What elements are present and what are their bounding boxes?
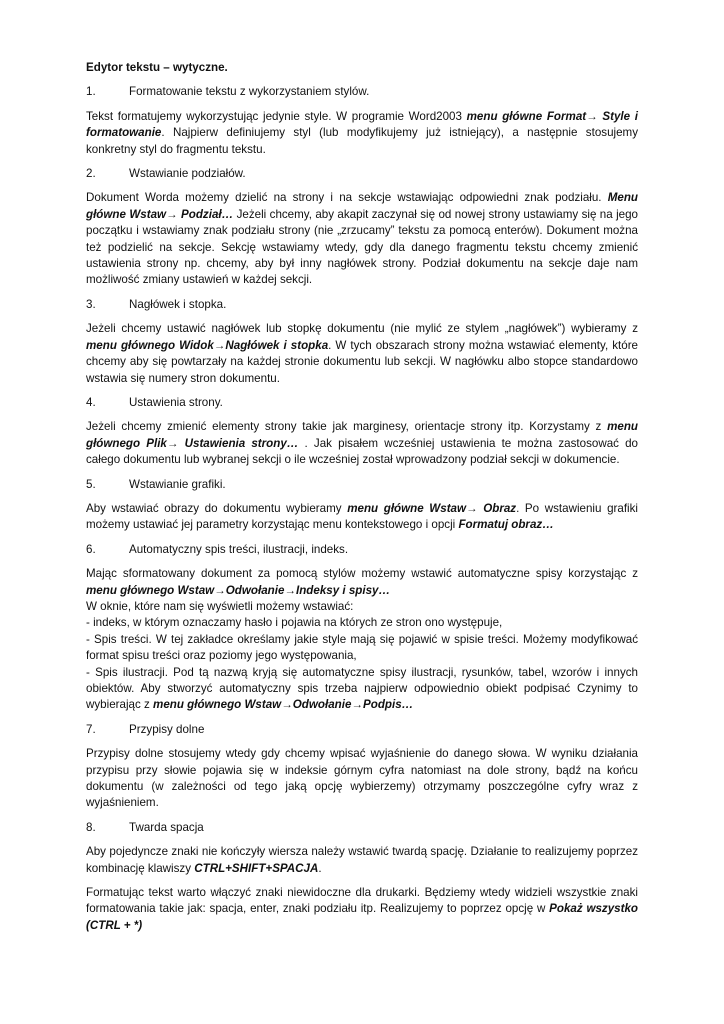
section-number: 8. xyxy=(86,820,96,834)
section-1-paragraph xyxy=(86,109,638,158)
text: Jeżeli chcemy, aby akapit zaczynał się od nowej strony ustawiamy się na jego początku i wstawiamy znak podziału strony (nie „zrzucamy” tekstu za pomocą enterów). Dokument można też podzielić na sekcje. Sekcję wstawiamy wtedy, gdy dla danego fragmentu tekstu chcemy zmienić ustawienia strony np. chcemy, aby był inny nagłówek strony. Podział dokumentu na sekcje daje nam możliwość zmiany ustawień w każdej sekcji. xyxy=(86,207,638,287)
section-title: Wstawianie grafiki. xyxy=(129,477,226,491)
text: Jeżeli chcemy ustawić nagłówek lub stopkę dokumentu (nie mylić ze stylem „nagłówek”) wybieramy z xyxy=(86,322,638,336)
menu-path: menu głównego Wstaw→Odwołanie→Podpis… xyxy=(153,698,414,712)
section-number: 5. xyxy=(86,477,96,491)
section-2-paragraph xyxy=(86,190,638,288)
text: Mając sformatowany dokument za pomocą stylów możemy wstawić automatyczne spisy korzystając z xyxy=(86,567,638,581)
section-number: 1. xyxy=(86,85,96,99)
section-number: 3. xyxy=(86,297,96,311)
section-5-paragraph xyxy=(86,501,638,534)
text: . xyxy=(318,861,322,875)
text: . Jak pisałem wcześniej ustawienia te można zastosować do całego dokumentu lub wybranej sekcji o ile wcześniej został wprowadzony podział sekcji w dokumencie. xyxy=(86,436,638,467)
text: . Po wstawieniu grafiki możemy ustawiać jej parametry korzystając menu kontekstowego i opcji xyxy=(86,501,638,532)
menu-option: Pokaż wszystko (CTRL + *) xyxy=(86,902,638,932)
section-number: 4. xyxy=(86,395,96,409)
section-4-heading xyxy=(86,395,638,411)
section-8-heading xyxy=(86,820,638,836)
section-8-paragraph-2 xyxy=(86,885,638,934)
section-8-paragraph xyxy=(86,844,638,877)
menu-path: menu głównego Wstaw→Odwołanie→Indeksy i spisy… xyxy=(86,583,391,597)
section-number: 7. xyxy=(86,722,96,736)
section-title: Twarda spacja xyxy=(129,820,204,834)
menu-path: menu głównego Widok→Nagłówek i stopka xyxy=(86,338,329,352)
section-6-heading xyxy=(86,542,638,558)
text: - Spis ilustracji. Pod tą nazwą kryją się automatyczne spisy ilustracji, rysunków, tabel, wzorów i innych obiektów. Aby stworzyć automatyczny spis trzeba najpierw odpowiednio obiekt podpisać Czynimy to wybierając z xyxy=(86,665,638,712)
section-1-heading xyxy=(86,84,638,100)
text: Dokument Worda możemy dzielić na strony i na sekcje wstawiając odpowiedni znak podziału. xyxy=(86,191,608,205)
section-3-heading xyxy=(86,297,638,313)
list-item xyxy=(86,665,638,714)
section-title: Automatyczny spis treści, ilustracji, indeks. xyxy=(129,542,349,556)
list-item: - indeks, w którym oznaczamy hasło i pojawia na których ze stron ono występuje, xyxy=(86,616,503,630)
text: Formatując tekst warto włączyć znaki niewidoczne dla drukarki. Będziemy wtedy widzieli wszystkie znaki formatowania takie jak: spacja, enter, znaki podziału itp. Realizujemy to poprzez opcję w xyxy=(86,886,638,916)
text: Jeżeli chcemy zmienić elementy strony takie jak marginesy, orientacje strony itp. Korzystamy z xyxy=(86,420,608,434)
section-7-paragraph: Przypisy dolne stosujemy wtedy gdy chcemy wpisać wyjaśnienie do danego słowa. W wyniku działania przypisu przy słowie pojawia się w indeksie górnym cyfra natomiast na dole strony, bądź na końcu dokumentu (w zależności od tego jaką opcję wybierzemy) otrzymamy poszczególne cyfry wraz z wyjaśnieniem. xyxy=(86,747,638,810)
menu-path: menu główne Wstaw→ Obraz xyxy=(347,501,517,515)
text-line: W oknie, które nam się wyświetli możemy wstawiać: xyxy=(86,599,354,613)
section-7-heading xyxy=(86,722,638,738)
section-title: Formatowanie tekstu z wykorzystaniem stylów. xyxy=(129,85,370,99)
section-title: Nagłówek i stopka. xyxy=(129,297,227,311)
menu-path: Menu główne Wstaw→ Podział… xyxy=(86,191,638,221)
section-title: Wstawianie podziałów. xyxy=(129,167,246,181)
text-line xyxy=(86,566,638,599)
text: Aby pojedyncze znaki nie kończyły wiersza należy wstawić twardą spację. Działanie to realizujemy poprzez kombinację klawiszy xyxy=(86,845,638,875)
text: . Najpierw definiujemy styl (lub modyfikujemy już istniejący), a następnie stosujemy konkretny styl do fragmentu tekstu. xyxy=(86,126,638,156)
section-6-paragraph xyxy=(86,566,638,714)
section-4-paragraph xyxy=(86,419,638,468)
section-2-heading xyxy=(86,166,638,182)
key-combination: CTRL+SHIFT+SPACJA xyxy=(194,861,319,875)
text: Aby wstawiać obrazy do dokumentu wybieramy xyxy=(86,501,348,515)
section-5-heading xyxy=(86,477,638,493)
section-title: Przypisy dolne xyxy=(129,722,205,736)
text: . W tych obszarach strony można wstawiać elementy, które chcemy aby się powtarzały na każdej stronie dokumentu lub sekcji. W nagłówku albo stopce standardowo wstawia się numery stron dokumentu. xyxy=(86,338,638,385)
menu-path: menu główne Format→ Style i formatowanie xyxy=(86,109,638,140)
section-number: 2. xyxy=(86,167,96,181)
document-title: Edytor tekstu – wytyczne. xyxy=(86,61,228,74)
section-3-paragraph xyxy=(86,321,638,387)
text: Tekst formatujemy wykorzystując jedynie style. W programie Word2003 xyxy=(86,109,467,123)
section-title: Ustawienia strony. xyxy=(129,395,223,409)
menu-path: menu głównego Plik→ Ustawienia strony… xyxy=(86,420,638,450)
list-item: - Spis treści. W tej zakładce określamy jakie style mają się pojawić w spisie treści. Możemy modyfikować format spisu treści oraz poziomy jego występowania, xyxy=(86,632,638,663)
section-number: 6. xyxy=(86,542,96,556)
menu-option: Formatuj obraz… xyxy=(458,518,554,532)
